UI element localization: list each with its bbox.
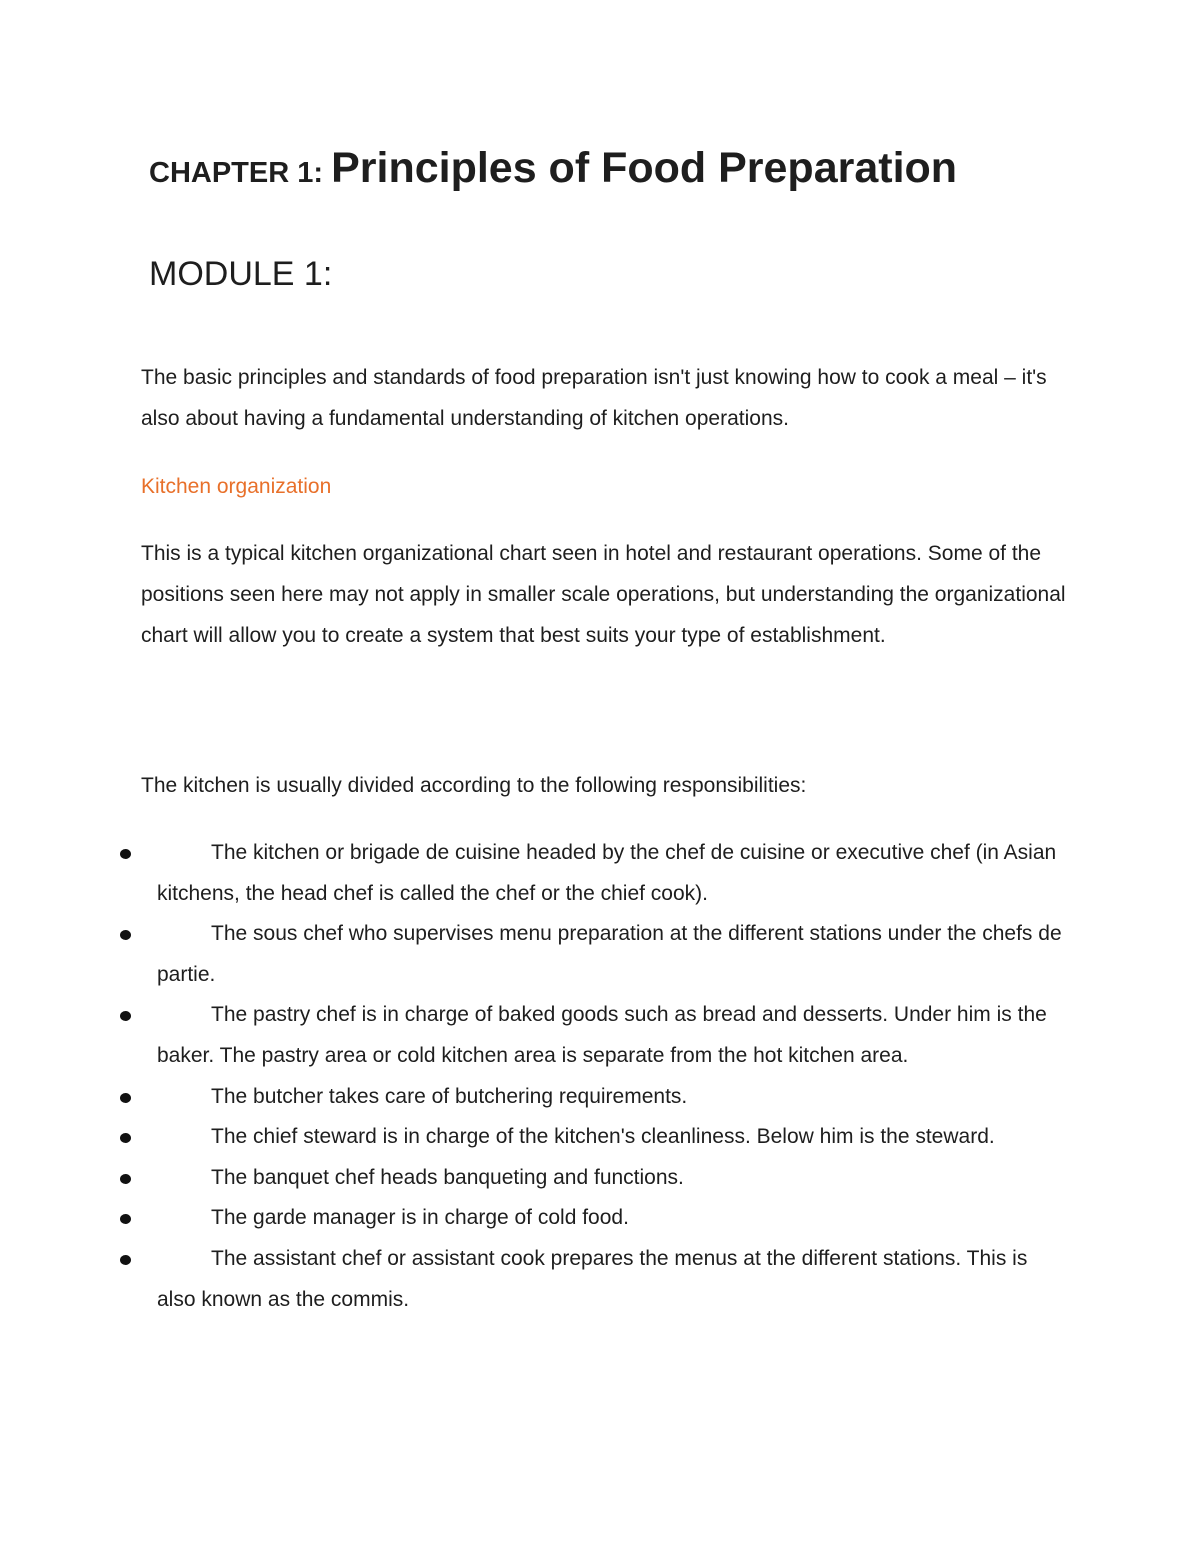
- bullet-icon: [120, 849, 131, 859]
- list-item: [0, 1158, 1200, 1199]
- bullet-icon: [120, 1214, 131, 1224]
- chapter-name: Principles of Food Preparation: [331, 144, 958, 192]
- responsibilities-intro: The kitchen is usually divided according to the following responsibilities:: [141, 774, 807, 797]
- chapter-prefix: CHAPTER 1:: [149, 157, 332, 189]
- bullet-icon: [120, 1255, 131, 1265]
- list-item: [0, 995, 1200, 1076]
- list-item-text: The pastry chef is in charge of baked goods such as bread and desserts. Under him is the baker. The pastry area or cold kitchen area is separate from the hot kitchen area.: [157, 1003, 1047, 1067]
- bullet-icon: [120, 930, 131, 940]
- list-item: [0, 1077, 1200, 1118]
- organization-paragraph: This is a typical kitchen organizational chart seen in hotel and restaurant operations. Some of the positions seen here may not apply in smaller scale operations, but understanding the organizational chart will allow you to create a system that best suits your type of establishment.: [141, 542, 1066, 647]
- list-item-text: The butcher takes care of butchering requirements.: [211, 1084, 688, 1108]
- list-item-text: The kitchen or brigade de cuisine headed by the chef de cuisine or executive chef (in Asian kitchens, the head chef is called the chef or the chief cook).: [157, 841, 1057, 905]
- responsibilities-list: [0, 833, 1200, 1320]
- list-item-text: The chief steward is in charge of the kitchen's cleanliness. Below him is the steward.: [211, 1125, 995, 1149]
- bullet-icon: [120, 1093, 131, 1103]
- list-item: [0, 1117, 1200, 1158]
- list-item-text: The banquet chef heads banqueting and functions.: [211, 1165, 684, 1189]
- bullet-icon: [120, 1011, 131, 1021]
- bullet-icon: [120, 1174, 131, 1184]
- list-item: [0, 914, 1200, 995]
- section-heading-kitchen-organization: Kitchen organization: [141, 475, 332, 498]
- module-title: MODULE 1:: [149, 255, 333, 293]
- list-item: [0, 1239, 1200, 1320]
- list-item-text: The assistant chef or assistant cook prepares the menus at the different stations. This is also known as the commis.: [157, 1246, 1028, 1311]
- list-item-text: The sous chef who supervises menu preparation at the different stations under the chefs de partie.: [157, 922, 1062, 986]
- chapter-title: [149, 138, 957, 203]
- intro-paragraph: The basic principles and standards of food preparation isn't just knowing how to cook a meal – it's also about having a fundamental understanding of kitchen operations.: [141, 366, 1047, 430]
- list-item: [0, 1198, 1200, 1239]
- list-item: [0, 833, 1200, 914]
- list-item-text: The garde manager is in charge of cold food.: [211, 1206, 629, 1230]
- bullet-icon: [120, 1133, 131, 1143]
